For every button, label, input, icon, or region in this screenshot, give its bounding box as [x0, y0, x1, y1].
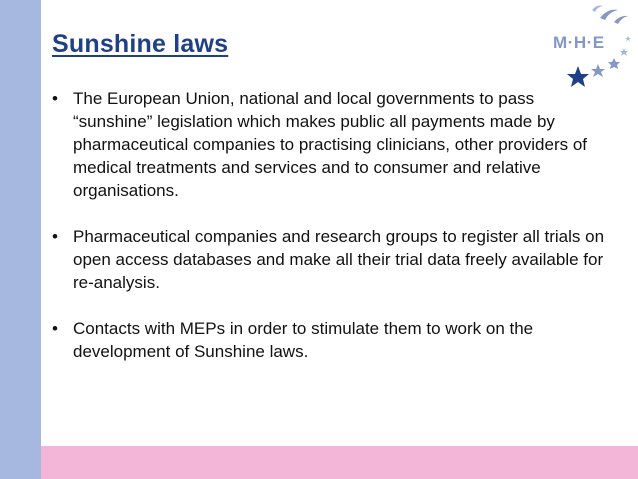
- bullet-item: [52, 225, 612, 294]
- bullet-list: [52, 87, 612, 386]
- bottom-accent-bar: [41, 446, 638, 479]
- logo-stars-icon: [548, 4, 634, 88]
- bullet-text: Contacts with MEPs in order to stimulate them to work on the development of Sunshine laws.: [73, 319, 534, 361]
- bullet-text: Pharmaceutical companies and research groups to register all trials on open access databases and make all their trial data freely available for re-analysis.: [73, 227, 605, 292]
- bullet-text: The European Union, national and local governments to pass “sunshine” legislation which makes public all payments made by pharmaceutical companies to practising clinicians, other providers of medical treatments and services and to consumer and relative organisations.: [73, 89, 588, 200]
- logo-text: M·H·E: [553, 33, 605, 52]
- bullet-item: [52, 87, 612, 202]
- mhe-logo: [548, 4, 634, 88]
- left-accent-bar: [0, 0, 41, 479]
- bullet-item: [52, 317, 612, 363]
- bullet-dot: •: [52, 319, 58, 338]
- bullet-dot: •: [52, 89, 58, 108]
- bullet-dot: •: [52, 227, 58, 246]
- slide-title: Sunshine laws: [52, 30, 229, 58]
